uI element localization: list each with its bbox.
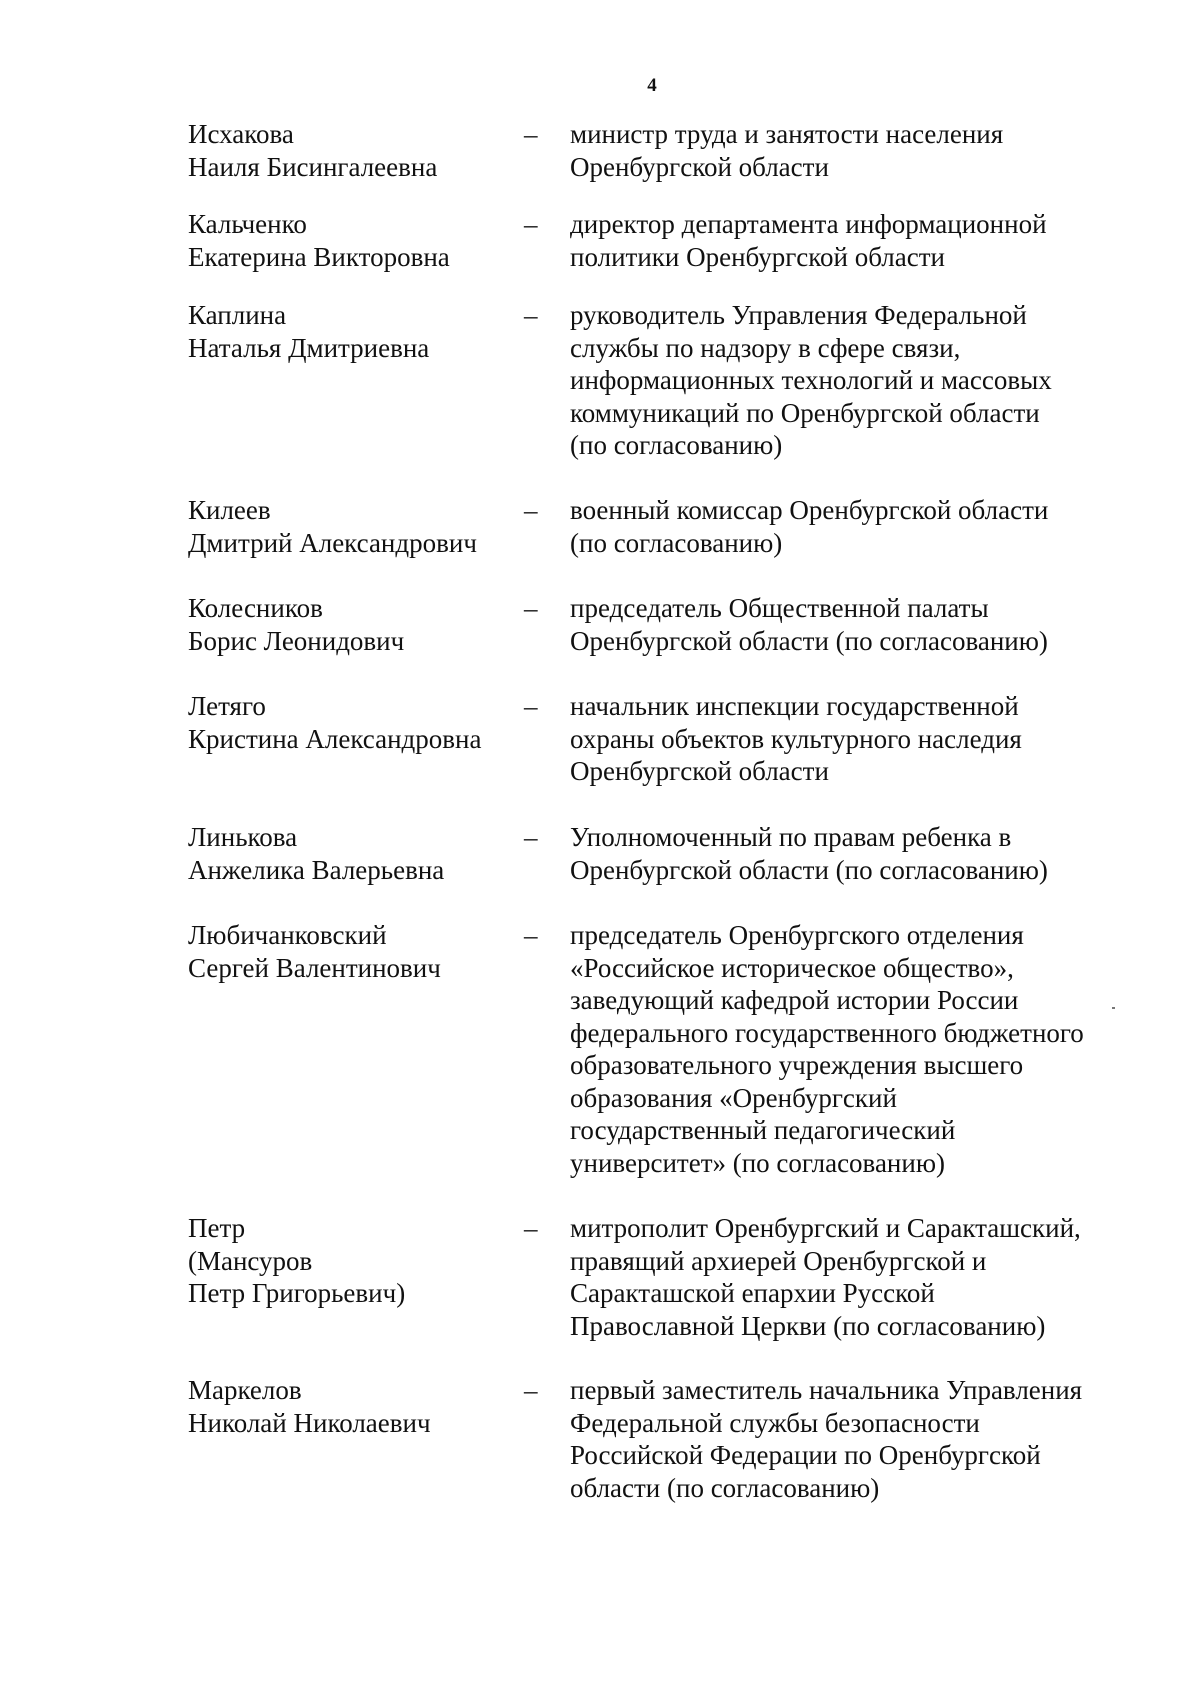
member-name: Летяго Кристина Александровна	[188, 691, 482, 754]
member-name: Маркелов Николай Николаевич	[188, 1375, 431, 1438]
member-position: председатель Оренбургского отделения «Российское историческое общество», заведующий кафедрой истории России федерального государственного бюджетного образовательного учреждения высшего образования «Оренбургский государственный педагогический университет» (по согласованию)	[570, 920, 1084, 1178]
member-entry	[0, 919, 1200, 1212]
separator-dash: –	[524, 209, 538, 239]
separator-dash: –	[524, 300, 538, 330]
member-position: председатель Общественной палаты Оренбургской области (по согласованию)	[570, 593, 1048, 656]
member-name: Каплина Наталья Дмитриевна	[188, 300, 430, 363]
separator-dash: –	[524, 691, 538, 721]
member-entry	[0, 821, 1200, 919]
member-entry	[0, 1374, 1200, 1504]
member-name: Колесников Борис Леонидович	[188, 593, 405, 656]
member-position: первый заместитель начальника Управления Федеральной службы безопасности Российской Федерации по Оренбургской области (по согласованию)	[570, 1375, 1083, 1503]
member-entry	[0, 690, 1200, 821]
separator-dash: –	[524, 1375, 538, 1405]
separator-dash: –	[524, 119, 538, 149]
member-entry	[0, 494, 1200, 592]
member-position: Уполномоченный по правам ребенка в Оренбургской области (по согласованию)	[570, 822, 1048, 885]
page-number: 4	[647, 75, 657, 96]
member-name: Линькова Анжелика Валерьевна	[188, 822, 445, 885]
separator-dash: –	[524, 593, 538, 623]
member-name: Любичанковский Сергей Валентинович	[188, 920, 441, 983]
scan-artifact-dot	[1112, 1007, 1115, 1009]
separator-dash: –	[524, 822, 538, 852]
member-entry	[0, 208, 1200, 299]
member-position: митрополит Оренбургский и Саракташский, правящий архиерей Оренбургской и Саракташской епархии Русской Православной Церкви (по согласованию)	[570, 1213, 1081, 1341]
member-position: военный комиссар Оренбургской области (по согласованию)	[570, 495, 1049, 558]
member-position: руководитель Управления Федеральной службы по надзору в сфере связи, информационных технологий и массовых коммуникаций по Оренбургской области (по согласованию)	[570, 300, 1052, 460]
separator-dash: –	[524, 1213, 538, 1243]
member-entry	[0, 299, 1200, 494]
member-entry	[0, 118, 1200, 208]
member-entry	[0, 1212, 1200, 1374]
member-position: министр труда и занятости населения Оренбургской области	[570, 119, 1004, 182]
member-position: начальник инспекции государственной охраны объектов культурного наследия Оренбургской области	[570, 691, 1022, 786]
member-name: Кальченко Екатерина Викторовна	[188, 209, 450, 272]
member-list	[0, 118, 1200, 1504]
member-name: Петр (Мансуров Петр Григорьевич)	[188, 1213, 406, 1308]
separator-dash: –	[524, 920, 538, 950]
member-entry	[0, 592, 1200, 690]
member-name: Исхакова Наиля Бисингалеевна	[188, 119, 438, 182]
separator-dash: –	[524, 495, 538, 525]
member-position: директор департамента информационной политики Оренбургской области	[570, 209, 1047, 272]
member-name: Килеев Дмитрий Александрович	[188, 495, 477, 558]
